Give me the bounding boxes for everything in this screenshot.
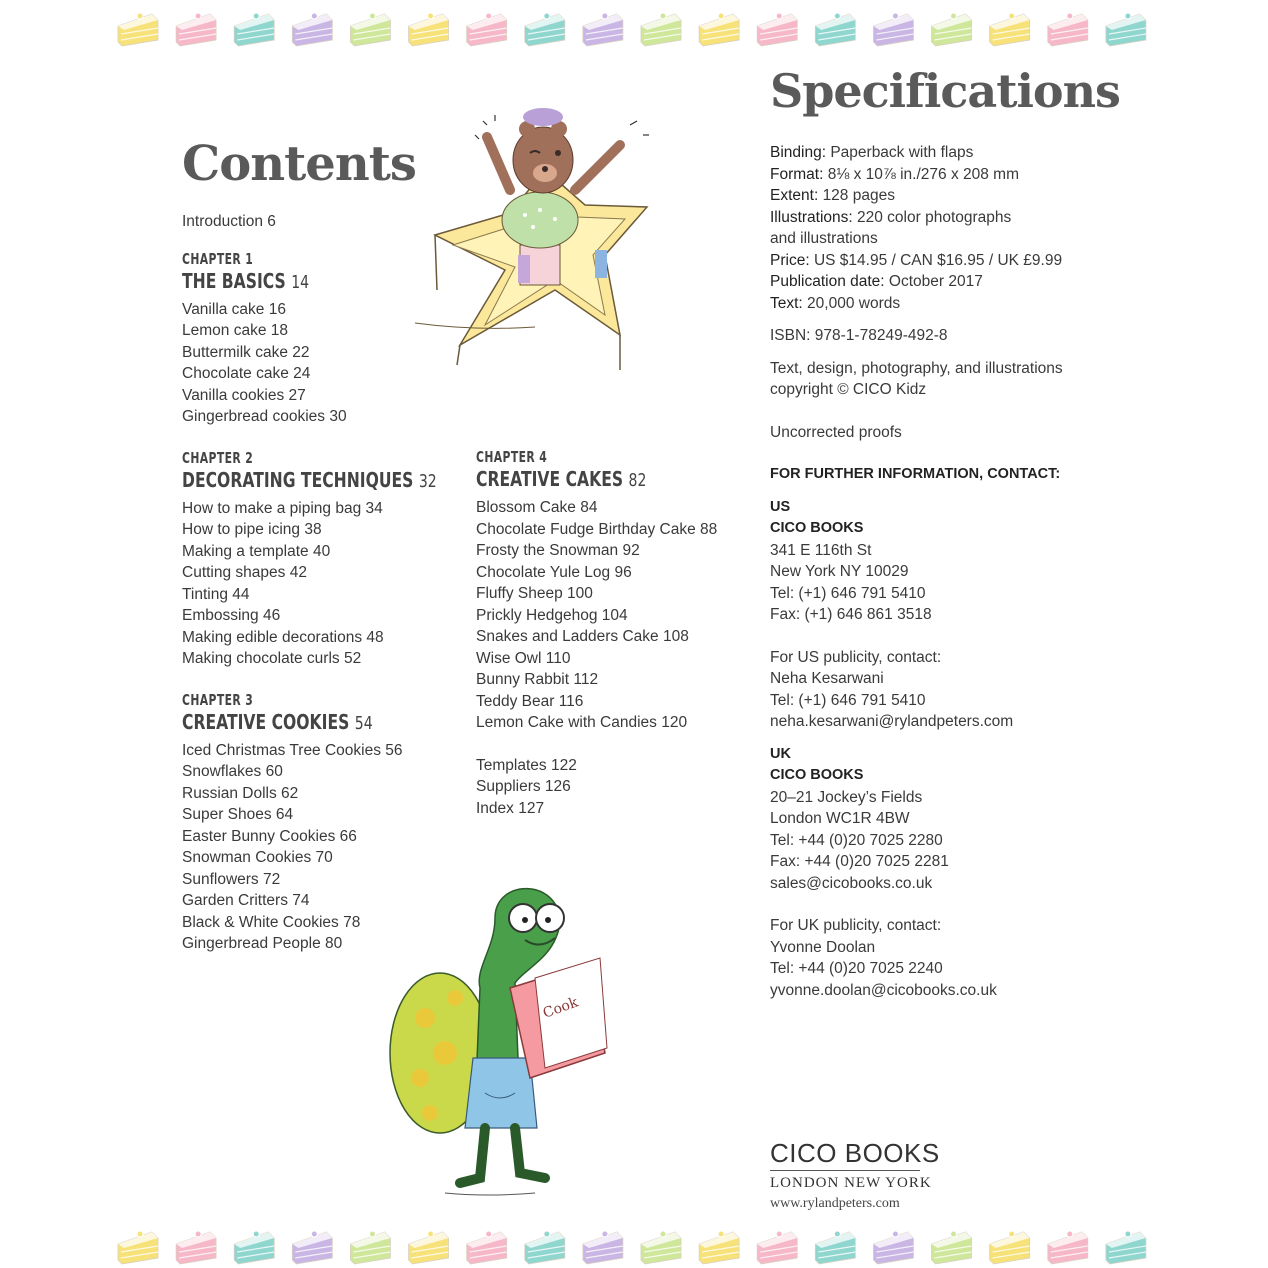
toc-entry[interactable]: Making a template 40 xyxy=(182,542,331,560)
cake-slice-icon xyxy=(234,1231,274,1264)
cake-slice-icon xyxy=(525,1231,565,1264)
toc-entry[interactable]: Blossom Cake 84 xyxy=(476,499,598,516)
cake-slice-icon xyxy=(467,13,507,46)
cake-slice-icon xyxy=(350,13,390,46)
cake-slice-icon xyxy=(1048,1231,1088,1264)
contact-us-name: CICO BOOKS xyxy=(770,520,864,536)
cake-slice-icon xyxy=(990,1231,1030,1264)
contact-uk-line: Tel: +44 (0)20 7025 2280 xyxy=(770,831,943,849)
chapter-1 xyxy=(182,249,452,428)
toc-entry[interactable]: Cutting shapes 42 xyxy=(182,564,307,581)
contact-uk-publicity-line[interactable]: yvonne.doolan@cicobooks.co.uk xyxy=(770,981,997,999)
publisher-name: CICO BOOKS xyxy=(770,1138,940,1168)
contact-uk-line: 20–21 Jockey’s Fields xyxy=(770,788,923,806)
toc-entry[interactable]: Easter Bunny Cookies 66 xyxy=(182,827,357,845)
spec-format: Format: 8⅛ x 10⅞ in./276 x 208 mm xyxy=(770,165,1019,183)
contact-us-line: Tel: (+1) 646 791 5410 xyxy=(770,584,926,602)
cake-border-top xyxy=(112,4,1158,48)
toc-entry[interactable]: Russian Dolls 62 xyxy=(182,784,299,802)
cake-slice-icon xyxy=(234,13,274,46)
toc-entry[interactable]: Suppliers 126 xyxy=(476,778,571,795)
toc-entry[interactable]: Black & White Cookies 78 xyxy=(182,913,361,931)
cake-slice-icon xyxy=(757,13,797,46)
cake-slice-icon xyxy=(699,13,739,46)
publisher-divider xyxy=(770,1170,920,1171)
toc-entry[interactable]: Vanilla cake 16 xyxy=(182,300,286,318)
contact-uk-line[interactable]: sales@cicobooks.co.uk xyxy=(770,874,933,892)
cake-slice-icon xyxy=(583,13,623,46)
toc-entry[interactable]: How to make a piping bag 34 xyxy=(182,499,383,517)
cake-slice-icon xyxy=(990,13,1030,46)
contact-us-region: US xyxy=(770,498,791,515)
cake-slice-icon xyxy=(176,1231,216,1264)
toc-entry[interactable]: Snakes and Ladders Cake 108 xyxy=(476,628,689,645)
cake-slice-icon xyxy=(350,1231,390,1264)
cake-slice-icon xyxy=(873,1231,913,1264)
spec-text: Text: 20,000 words xyxy=(770,294,901,312)
bear-illustration xyxy=(415,95,665,380)
chapter-2 xyxy=(182,448,452,670)
toc-entry[interactable]: Frosty the Snowman 92 xyxy=(476,542,640,559)
contact-uk-name: CICO BOOKS xyxy=(770,767,864,783)
spec-copyright-cont: copyright © CICO Kidz xyxy=(770,381,927,398)
svg-text:Cook: Cook xyxy=(540,994,581,1022)
chapter-3 xyxy=(182,690,452,955)
cake-slice-icon xyxy=(641,13,681,46)
spec-price: Price: US $14.95 / CAN $16.95 / UK £9.99 xyxy=(770,251,1063,269)
contact-uk-line: London WC1R 4BW xyxy=(770,810,910,827)
toc-entry[interactable]: Buttermilk cake 22 xyxy=(182,343,310,361)
cake-slice-icon xyxy=(932,1231,972,1264)
contents-right-column xyxy=(476,447,746,819)
cake-slice-icon xyxy=(176,13,216,46)
contact-us-line: Fax: (+1) 646 861 3518 xyxy=(770,606,932,623)
toc-entry[interactable]: Making edible decorations 48 xyxy=(182,628,384,646)
chapter-title[interactable]: THE BASICS 14 xyxy=(182,268,310,293)
chapter-number: CHAPTER 4 xyxy=(476,448,548,466)
contact-uk-publicity-line: Tel: +44 (0)20 7025 2240 xyxy=(770,960,943,977)
toc-entry[interactable]: Gingerbread cookies 30 xyxy=(182,408,347,425)
toc-entry[interactable]: Sunflowers 72 xyxy=(182,870,281,888)
contact-us-line: New York NY 10029 xyxy=(770,563,909,580)
cake-slice-icon xyxy=(467,1231,507,1264)
chapter-4 xyxy=(476,447,746,734)
spec-isbn: ISBN: 978-1-78249-492-8 xyxy=(770,327,948,344)
contact-uk-publicity-line: For UK publicity, contact: xyxy=(770,917,942,934)
contact-uk-publicity-line: Yvonne Doolan xyxy=(770,938,876,956)
spec-proofs: Uncorrected proofs xyxy=(770,423,902,441)
contact-us-line: 341 E 116th St xyxy=(770,541,872,559)
chapter-number: CHAPTER 1 xyxy=(182,249,254,268)
spec-copyright: Text, design, photography, and illustrations xyxy=(770,359,1063,377)
cake-slice-icon xyxy=(525,13,565,46)
contact-us-publicity-line: Tel: (+1) 646 791 5410 xyxy=(770,691,926,709)
cake-slice-icon xyxy=(409,1231,449,1264)
toc-entry[interactable]: Wise Owl 110 xyxy=(476,649,571,667)
cake-slice-icon xyxy=(932,13,972,46)
spec-illustrations-cont: and illustrations xyxy=(770,230,878,247)
cake-slice-icon xyxy=(1106,13,1146,46)
cake-slice-icon xyxy=(118,1231,158,1264)
chapter-title[interactable]: CREATIVE COOKIES 54 xyxy=(182,709,373,734)
toc-back-matter xyxy=(476,755,746,820)
toc-entry[interactable]: Gingerbread People 80 xyxy=(182,935,343,952)
toc-entry[interactable]: Embossing 46 xyxy=(182,607,281,624)
cake-slice-icon xyxy=(815,13,855,46)
toc-entry[interactable]: Snowman Cookies 70 xyxy=(182,849,333,866)
chapter-number: CHAPTER 2 xyxy=(182,448,254,467)
cake-slice-icon xyxy=(118,13,158,46)
cake-slice-icon xyxy=(292,13,332,46)
spec-binding: Binding: Paperback with flaps xyxy=(770,144,974,161)
cake-slice-icon xyxy=(699,1231,739,1264)
publisher-url[interactable]: www.rylandpeters.com xyxy=(770,1196,900,1211)
toc-entry[interactable]: Templates 122 xyxy=(476,756,577,774)
toc-entry[interactable]: Chocolate Fudge Birthday Cake 88 xyxy=(476,520,718,538)
cake-slice-icon xyxy=(641,1231,681,1264)
toc-introduction[interactable]: Introduction 6 xyxy=(182,213,276,230)
toc-entry[interactable]: Teddy Bear 116 xyxy=(476,692,584,710)
cake-slice-icon xyxy=(815,1231,855,1264)
toc-entry[interactable]: Lemon cake 18 xyxy=(182,322,288,339)
toc-entry[interactable]: Lemon Cake with Candies 120 xyxy=(476,714,688,731)
toc-entry[interactable]: Vanilla cookies 27 xyxy=(182,386,306,404)
toc-entry[interactable]: Iced Christmas Tree Cookies 56 xyxy=(182,741,403,759)
cake-slice-icon xyxy=(1106,1231,1146,1264)
cake-slice-icon xyxy=(583,1231,623,1264)
chapter-title[interactable]: DECORATING TECHNIQUES 32 xyxy=(182,467,437,492)
toc-entry[interactable]: Making chocolate curls 52 xyxy=(182,650,362,667)
cake-border-bottom xyxy=(112,1222,1158,1266)
cake-slice-icon xyxy=(757,1231,797,1264)
contact-us-publicity-line[interactable]: neha.kesarwani@rylandpeters.com xyxy=(770,713,1014,730)
specifications-title: Specifications xyxy=(770,64,1120,118)
toc-entry[interactable]: Garden Critters 74 xyxy=(182,892,310,909)
toc-entry[interactable]: Prickly Hedgehog 104 xyxy=(476,606,628,624)
publisher-logo xyxy=(770,1138,940,1212)
contact-heading: FOR FURTHER INFORMATION, CONTACT: xyxy=(770,466,1061,482)
toc-entry[interactable]: Bunny Rabbit 112 xyxy=(476,671,599,688)
contents-left-column xyxy=(182,211,452,975)
contact-uk-region: UK xyxy=(770,745,791,762)
specifications-column xyxy=(770,142,1130,1001)
cake-slice-icon xyxy=(292,1231,332,1264)
chapter-number: CHAPTER 3 xyxy=(182,690,254,709)
spec-extent: Extent: 128 pages xyxy=(770,187,895,204)
toc-entry[interactable]: Tinting 44 xyxy=(182,585,250,603)
contents-title: Contents xyxy=(182,136,416,192)
toc-entry[interactable]: How to pipe icing 38 xyxy=(182,521,322,538)
toc-entry[interactable]: Super Shoes 64 xyxy=(182,806,294,823)
chapter-title[interactable]: CREATIVE CAKES 82 xyxy=(476,467,647,491)
toc-entry[interactable]: Chocolate cake 24 xyxy=(182,365,311,382)
toc-entry[interactable]: Snowflakes 60 xyxy=(182,763,283,780)
spec-publication-date: Publication date: October 2017 xyxy=(770,273,983,290)
publisher-cities: LONDON NEW YORK xyxy=(770,1175,932,1191)
contact-uk-line: Fax: +44 (0)20 7025 2281 xyxy=(770,853,949,870)
cake-slice-icon xyxy=(1048,13,1088,46)
contact-us-publicity-line: Neha Kesarwani xyxy=(770,670,884,687)
cake-slice-icon xyxy=(873,13,913,46)
spec-illustrations: Illustrations: 220 color photographs xyxy=(770,208,1012,226)
contact-us-publicity-line: For US publicity, contact: xyxy=(770,648,942,666)
toc-entry[interactable]: Chocolate Yule Log 96 xyxy=(476,563,632,581)
cake-slice-icon xyxy=(409,13,449,46)
toc-entry[interactable]: Index 127 xyxy=(476,799,545,817)
toc-entry[interactable]: Fluffy Sheep 100 xyxy=(476,585,593,602)
